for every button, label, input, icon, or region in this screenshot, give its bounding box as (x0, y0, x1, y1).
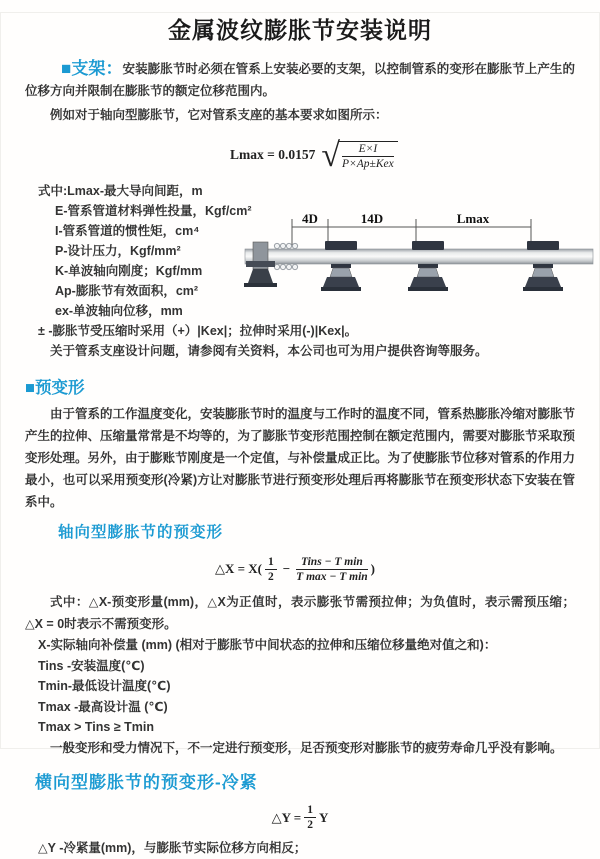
support-section-heading: ■支架： (61, 59, 123, 78)
one-half-fraction (265, 556, 277, 583)
lateral-note: △Y -冷紧量(mm)，与膨胀节实际位移方向相反； (38, 840, 307, 855)
formula-lmax-numerator: E×I (342, 143, 394, 157)
pipe-support-diagram (241, 205, 597, 305)
support-intro-text: 安装膨胀节时必须在管系上安装必要的支架，以控制管系的变形在膨胀节上产生的位移方向并限制在膨胀节的额定位移范围内。 (25, 62, 575, 98)
variable-line: E-管系管道材料弹性投量，Kgf/cm² (55, 204, 252, 218)
support-example-line: 例如对于轴向型膨胀节，它对管系支座的基本要求如图所示： (50, 108, 388, 122)
formula-dy-rhs: Y (318, 809, 329, 825)
axial-item: Tmax > Tins ≥ Tmin (38, 720, 155, 734)
dimension-label-lmax: Lmax (456, 211, 490, 226)
axial-predeform-heading: 轴向型膨胀节的预变形 (58, 524, 224, 541)
minus-operator: − (282, 561, 291, 576)
axial-formula-description: 式中：△X-预变形量(mm)，△X为正值时，表示膨张节需预拉伸；为负值时，表示需预压缩；△X = 0时表示不需预变形。 (25, 595, 575, 631)
temperature-fraction (296, 556, 368, 583)
pipe-support (321, 241, 361, 291)
pipe-support (408, 241, 448, 291)
support-intro-paragraph (25, 58, 575, 102)
pipe (245, 249, 593, 264)
axial-note: 一般变形和受力情况下，不一定进行预变形，足否预变形对膨胀节的疲劳寿命几乎没有影响。 (50, 740, 563, 755)
formula-lmax-lhs: Lmax = 0.0157 (230, 147, 316, 162)
document-page (0, 12, 600, 859)
pipe-support (523, 241, 563, 291)
fraction-denominator: 2 (268, 570, 274, 583)
fraction-denominator: T max − T min (296, 570, 368, 583)
dimension-label-14d: 14D (360, 211, 384, 226)
fraction-numerator: 1 (304, 804, 316, 818)
variable-line: K-单波轴向刚度；Kgf/mm (55, 264, 203, 278)
formula-dx-rhs: ) (370, 561, 376, 576)
formula-lmax (230, 136, 575, 174)
formula-lmax-denominator: P×Ap±Kex (342, 157, 394, 170)
variable-line: Ap-膨胀节有效面积，cm² (55, 284, 199, 298)
variable-line: I-管系管道的惯性矩，cm⁴ (55, 224, 200, 238)
axial-item: Tmin-最低设计温度(℃) (38, 679, 171, 693)
fraction-numerator: Tins − T min (296, 556, 368, 570)
formula-delta-x (15, 551, 575, 587)
sqrt-radical-glyph: √ (321, 137, 340, 174)
fraction-numerator: 1 (265, 556, 277, 570)
axial-item: Tins -安装温度(℃) (38, 658, 145, 673)
variable-line: ± -膨胀节受压缩时采用（+）|Kex|；拉伸时采用(-)|Kex|。 (38, 324, 358, 338)
axial-item: Tmax -最高设计温 (℃) (38, 699, 168, 714)
page-title: 金属波纹膨胀节安装说明 (168, 17, 432, 43)
formula-dx-lhs: △X = X( (214, 561, 262, 576)
dimension-label-4d: 4D (302, 211, 318, 226)
support-consulting-note: 关于管系支座设计问题，请参阅有关资料，本公司也可为用户提供咨询等服务。 (50, 344, 488, 358)
formula-delta-y (25, 802, 575, 834)
fraction-denominator: 2 (307, 819, 313, 831)
axial-item: X-实际轴向补偿量 (mm) (相对于膨胀节中间状态的拉伸和压缩位移量绝对值之和)： (38, 638, 497, 652)
predeform-section-heading: ■预变形 (25, 379, 85, 397)
variable-line: 式中:Lmax-最大导向间距，m (38, 184, 203, 198)
predeform-paragraph: 由于管系的工作温度变化，安装膨胀节时的温度与工作时的温度不同，管系热膨胀冷缩对膨胀节产生的拉伸、压缩量常常是不均等的，为了膨胀节变形范围控制在额定范围内，需要对膨胀节采取预变形处理。另外，由于膨账节刚度是一个定值，与补偿量成正比。为了使膨胀节位移对管系的作用力最小，也可以采用预变形(冷紧)方让对膨胀节进行预变形处理后再将膨胀节在预变形状态下安装在管系中。 (25, 407, 576, 509)
one-half-fraction (304, 804, 316, 831)
formula-dy-lhs: △Y = (271, 809, 302, 825)
lateral-predeform-heading: 横向型膨胀节的预变形-冷紧 (35, 772, 258, 792)
variable-line: P-设计压力，Kgf/mm² (55, 244, 181, 258)
variable-line: ex-单波轴向位移，mm (55, 304, 183, 318)
formula-lmax-fraction (338, 141, 398, 170)
variables-and-diagram (25, 181, 575, 361)
